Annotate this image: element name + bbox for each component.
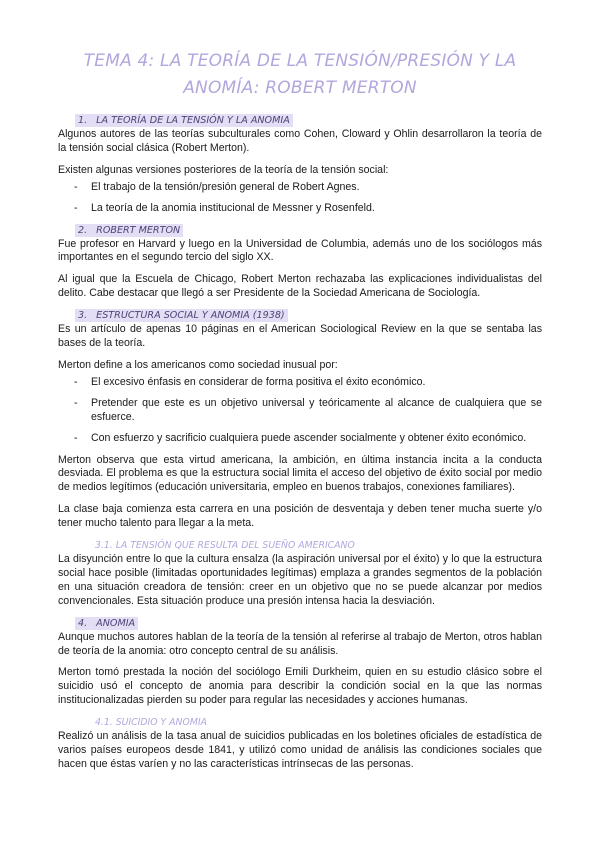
section-number: 3. bbox=[78, 310, 88, 322]
paragraph: Al igual que la Escuela de Chicago, Robert Merton rechazaba las explicaciones individualistas del delito. Cabe destacar que llegó a ser Presidente de la Sociedad Americana de Sociología. bbox=[58, 273, 542, 300]
section-heading-3 bbox=[58, 309, 542, 323]
paragraph: Algunos autores de las teorías subculturales como Cohen, Cloward y Ohlin desarrollaron la teoría de la tensión social clásica (Robert Merton). bbox=[58, 128, 542, 154]
section-title: ESTRUCTURA SOCIAL Y ANOMIA (1938) bbox=[96, 310, 285, 322]
bullet-list bbox=[58, 376, 542, 446]
subsection-heading-3-1: 3.1. LA TENSIÓN QUE RESULTA DEL SUEÑO AMERICANO bbox=[95, 540, 355, 552]
list-item: - Con esfuerzo y sacrificio cualquiera puede ascender socialmente y obtener éxito económico. bbox=[58, 432, 542, 446]
paragraph: Existen algunas versiones posteriores de la teoría de la tensión social: bbox=[58, 163, 389, 176]
list-item: - El excesivo énfasis en considerar de forma positiva el éxito económico. bbox=[58, 376, 542, 390]
section-number: 2. bbox=[78, 224, 88, 236]
section-title: LA TEORÍA DE LA TENSIÓN Y LA ANOMIA bbox=[96, 115, 290, 126]
document-title: TEMA 4: LA TEORÍA DE LA TENSIÓN/PRESIÓN Y LA ANOMÍA: ROBERT MERTON bbox=[83, 51, 517, 98]
section-title: ANOMIA bbox=[96, 617, 136, 629]
bullet-list bbox=[58, 181, 542, 216]
list-item: - Pretender que este es un objetivo universal y teóricamente al alcance de cualquiera que se esfuerce. bbox=[58, 397, 542, 425]
paragraph: La clase baja comienza esta carrera en una posición de desventaja y deben tener mucha suerte y/o tener mucho talento para llegar a la meta. bbox=[58, 503, 542, 530]
subsection-heading-4-1: 4.1. SUICIDIO Y ANOMIA bbox=[95, 717, 207, 729]
list-item: - El trabajo de la tensión/presión general de Robert Agnes. bbox=[58, 181, 542, 195]
paragraph: Realizó un análisis de la tasa anual de suicidios publicadas en los boletines oficiales de estadística de varios países europeos desde 1841, y utilizó como unidad de análisis las condiciones sociales que hacen que éstas varíen y no las características intrínsecas de las personas. bbox=[58, 730, 542, 770]
paragraph: Merton observa que esta virtud americana, la ambición, en última instancia incita a la conducta desviada. El problema es que la estructura social limita el acceso del objetivo de éxito social por medio de medios legítimos (educación universitaria, empleo en buenos trabajos, conexiones familiares). bbox=[58, 453, 542, 494]
paragraph: Aunque muchos autores hablan de la teoría de la tensión al referirse al trabajo de Merton, otros hablan de teoría de la anomia: otro concepto central de su análisis. bbox=[58, 630, 542, 657]
paragraph: Fue profesor en Harvard y luego en la Universidad de Columbia, además uno de los sociólogos más importantes en el segundo tercio del siglo XX. bbox=[58, 237, 542, 264]
section-heading-1 bbox=[58, 114, 542, 128]
paragraph: Merton define a los americanos como sociedad inusual por: bbox=[58, 358, 338, 371]
section-heading-4 bbox=[58, 617, 542, 631]
section-title: ROBERT MERTON bbox=[96, 224, 181, 236]
section-heading-2 bbox=[58, 224, 542, 238]
paragraph: Merton tomó prestada la noción del sociólogo Emili Durkheim, quien en su estudio clásico sobre el suicidio usó el concepto de anomia para describir la condición social en la que las normas institucionalizadas pierden su poder para regular las necesidades y acciones humanas. bbox=[58, 666, 542, 707]
paragraph: Es un artículo de apenas 10 páginas en el American Sociological Review en la que se sentaba las bases de la teoría. bbox=[58, 323, 542, 350]
section-number: 4. bbox=[78, 617, 88, 629]
list-item: - La teoría de la anomia institucional de Messner y Rosenfeld. bbox=[58, 202, 542, 216]
section-number: 1. bbox=[78, 115, 88, 126]
paragraph: La disyunción entre lo que la cultura ensalza (la aspiración universal por el éxito) y lo que la estructura social hace posible (limitadas oportunidades legítimas) emplaza a grandes segmentos de la población en una situación creadora de tensión: creer en un objetivo que no se puede alcanzar por medios convencionales. Esta situación produce una presión intensa hacia la desviación. bbox=[58, 553, 542, 607]
